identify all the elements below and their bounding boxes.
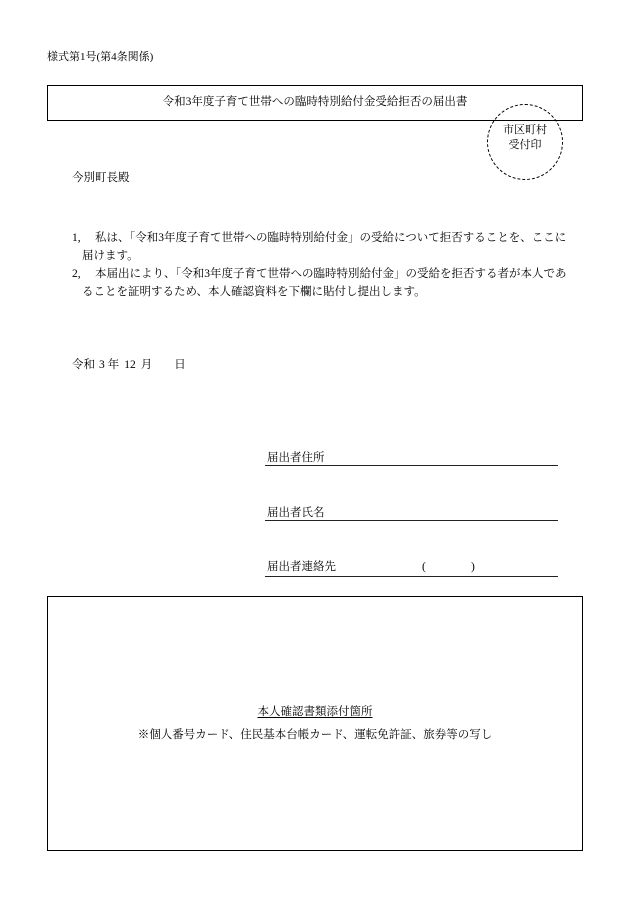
date-year-unit: 年 [107, 359, 120, 371]
date-day-unit: 日 [174, 359, 186, 371]
clause-1-line-1 [72, 229, 566, 247]
attachment-note: ※個人番号カード、住民基本台帳カード、運転免許証、旅券等の写し [137, 729, 493, 741]
contact-paren-open: ( [422, 561, 426, 573]
date-month: 12 [124, 359, 136, 371]
applicant-name-field[interactable] [265, 506, 558, 521]
attachment-heading [48, 705, 582, 719]
applicant-contact-field[interactable] [265, 560, 558, 577]
clause-2-line-1 [72, 265, 567, 283]
form-number: 様式第1号(第4条関係) [47, 51, 154, 63]
clause-1-line-2: 届けます。 [82, 250, 139, 262]
date-line [72, 358, 186, 372]
clause-2-text-1: 本届出により、「令和3年度子育て世帯への臨時特別給付金」の受給を拒否する者が本人であ [95, 268, 567, 280]
clause-1-text-1: 私は、「令和3年度子育て世帯への臨時特別給付金」の受給について拒否することを、ここに [95, 232, 567, 244]
applicant-address-field[interactable] [265, 451, 558, 466]
id-document-attachment-area [47, 596, 583, 851]
attachment-heading-text: 本人確認書類添付箇所 [257, 706, 373, 718]
reception-stamp-area [487, 104, 563, 180]
stamp-label-line1: 市区町村 [503, 124, 547, 136]
clause-2 [72, 265, 567, 301]
date-year: 3 [99, 359, 105, 371]
applicant-contact-label: 届出者連絡先 [267, 561, 336, 573]
clause-2-number: 2, [72, 268, 81, 280]
applicant-address-label: 届出者住所 [267, 452, 325, 464]
date-month-unit: 月 [140, 359, 153, 371]
clause-2-line-2: ることを証明するため、本人確認資料を下欄に貼付し提出します。 [82, 286, 426, 298]
clause-1-number: 1, [72, 232, 81, 244]
date-day-field[interactable] [152, 358, 174, 368]
addressee: 今別町長殿 [72, 172, 130, 184]
date-era: 令和 [72, 359, 95, 371]
stamp-label-line2: 受付印 [508, 139, 542, 151]
applicant-name-label: 届出者氏名 [267, 507, 325, 519]
document-title: 令和3年度子育て世帯への臨時特別給付金受給拒否の届出書 [162, 96, 468, 108]
contact-paren-close: ) [471, 561, 475, 573]
clause-1 [72, 229, 566, 265]
